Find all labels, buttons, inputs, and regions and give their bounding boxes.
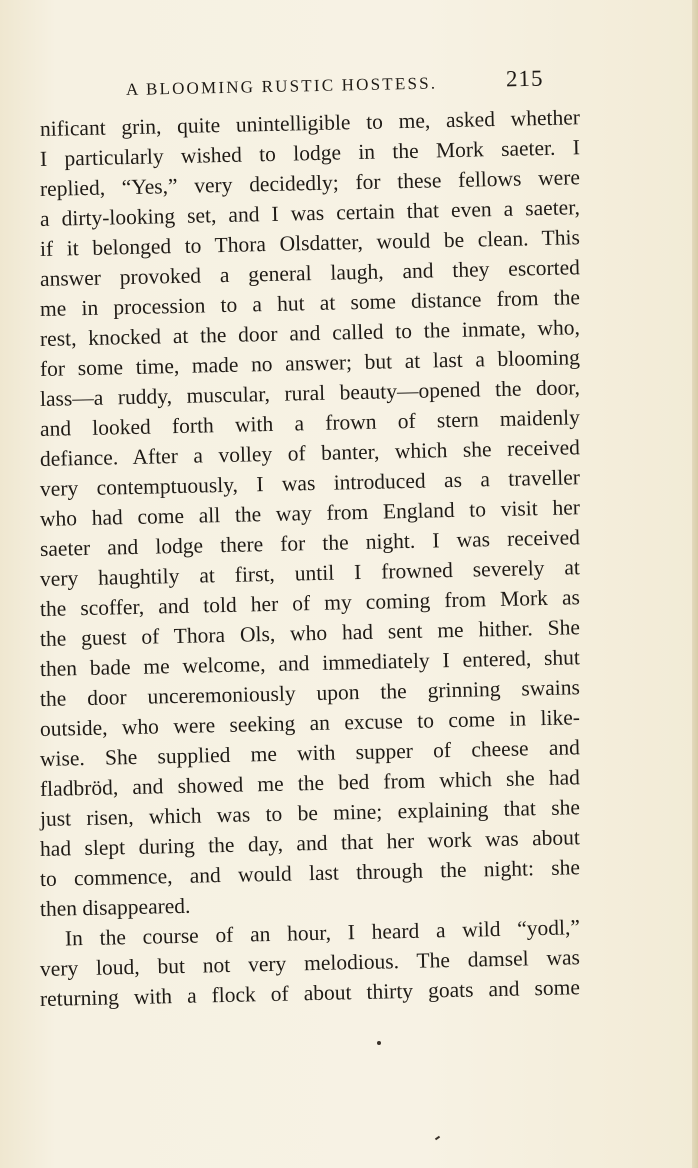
text-line: defiance. After a volley of banter, which she received <box>39 435 581 471</box>
text-line: I particularly wished to lodge in the Mork saeter. I <box>39 135 581 171</box>
text-line: and looked forth with a frown of stern maidenly <box>39 405 581 441</box>
body-text <box>39 105 581 1014</box>
text-line: replied, “Yes,” very decidedly; for these fellows were <box>39 165 581 201</box>
text-line: then bade me welcome, and immediately I entered, shut <box>39 645 581 681</box>
text-line: very contemptuously, I was introduced as a traveller <box>39 465 581 501</box>
text-line: answer provoked a general laugh, and they escorted <box>39 255 581 291</box>
text-line: fladbröd, and showed me the bed from which she had <box>39 765 581 801</box>
text-line: the guest of Thora Ols, who had sent me hither. She <box>39 615 581 651</box>
text-line: the door unceremoniously upon the grinning swains <box>39 675 581 711</box>
text-line: had slept during the day, and that her work was about <box>39 825 581 861</box>
text-line: nificant grin, quite unintelligible to me, asked whether <box>39 105 581 141</box>
text-line: if it belonged to Thora Olsdatter, would be clean. This <box>39 225 581 261</box>
paragraph-start-line: In the course of an hour, I heard a wild “yodl,” <box>64 915 581 951</box>
running-head <box>0 62 698 102</box>
text-line: the scoffer, and told her of my coming from Mork as <box>39 585 581 621</box>
paragraph-end-line: then disappeared. <box>39 893 191 921</box>
text-line: me in procession to a hut at some distance from the <box>39 285 581 321</box>
text-line: for some time, made no answer; but at last a blooming <box>39 345 581 381</box>
text-line: a dirty-looking set, and I was certain that even a saeter, <box>39 195 581 231</box>
text-line: returning with a flock of about thirty goats and some <box>39 975 581 1011</box>
running-title: A BLOOMING RUSTIC HOSTESS. <box>125 73 438 99</box>
text-line: rest, knocked at the door and called to the inmate, who, <box>39 315 581 351</box>
text-line: very loud, but not very melodious. The damsel was <box>39 945 581 981</box>
text-line: who had come all the way from England to visit her <box>39 495 581 531</box>
text-line: outside, who were seeking an excuse to come in like- <box>39 705 581 741</box>
page-edge <box>692 0 698 1168</box>
text-line: lass—a ruddy, muscular, rural beauty—opened the door, <box>39 375 581 411</box>
print-speck <box>377 1041 381 1045</box>
print-speck <box>435 1136 440 1141</box>
page-number: 215 <box>505 65 544 92</box>
text-line: very haughtily at first, until I frowned severely at <box>39 555 581 591</box>
text-line: wise. She supplied me with supper of cheese and <box>39 735 581 771</box>
text-line: to commence, and would last through the night: she <box>39 855 581 891</box>
text-line: saeter and lodge there for the night. I was received <box>39 525 581 561</box>
text-line: just risen, which was to be mine; explaining that she <box>39 795 581 831</box>
